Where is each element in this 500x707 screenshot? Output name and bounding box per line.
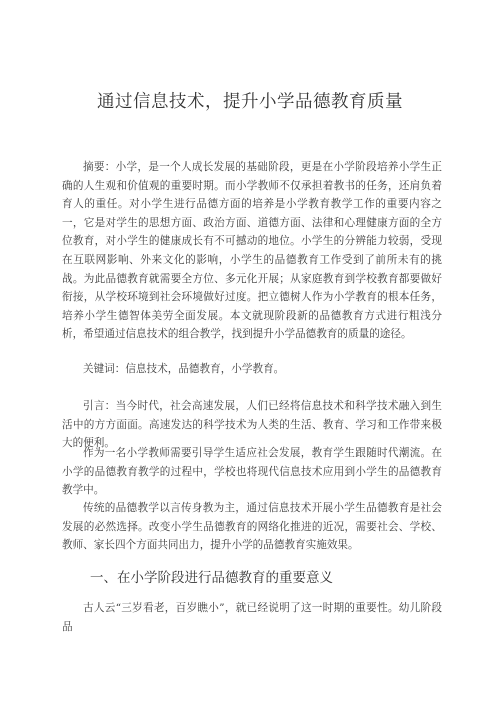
section-heading: 一、在小学阶段进行品德教育的重要意义	[90, 570, 333, 586]
body-paragraph: 传统的品德教学以言传身教为主，通过信息技术开展小学生品德教育是社会发展的必然选择。改变小学生品德教育的网络化推进的近况，需要社会、学校、教师、家长四个方面共同出力，提升小学的品德教育实施效果。	[62, 502, 442, 552]
body-paragraph: 作为一名小学教师需要引导学生适应社会发展，教育学生跟随时代潮流。在小学的品德教育教学的过程中，学校也将现代信息技术应用到小学生的品德教育教学中。	[62, 447, 442, 497]
section-paragraph: 古人云“三岁看老，百岁瞧小”，就已经说明了这一时期的重要性。幼儿阶段品	[62, 602, 442, 633]
keywords-paragraph: 关键词：信息技术，品德教育，小学教育。	[83, 363, 285, 375]
abstract-paragraph: 摘要：小学，是一个人成长发展的基础阶段，更是在小学阶段培养小学生正确的人生观和价值观的重要时期。而小学教师不仅承担着教书的任务，还肩负着育人的重任。对小学生进行品德方面的培养是小学教育教学工作的重要内容之一，它是对学生的思想方面、政治方面、道德方面、法律和心理健康方面的全方位教育，对小学生的健康成长有不可撼动的地位。小学生的分辨能力较弱，受现在互联网影响、外来文化的影响，小学生的品德教育工作受到了前所未有的挑战。为此品德教育就需要全方位、多元化开展；从家庭教育到学校教育都要做好衔接，从学校环境到社会环境做好过度。把立德树人作为小学教育的根本任务，培养小学生德智体美劳全面发展。本文就现阶段新的品德教育方式进行粗浅分析，希望通过信息技术的组合教学，找到提升小学品德教育的质量的途径。	[62, 161, 442, 341]
intro-paragraph: 引言：当今时代，社会高速发展，人们已经将信息技术和科学技术融入到生活中的方方面面。高速发达的科学技术为人类的生活、教育、学习和工作带来极大的便利。	[62, 400, 442, 450]
document-title: 通过信息技术，提升小学品德教育质量	[97, 92, 403, 112]
